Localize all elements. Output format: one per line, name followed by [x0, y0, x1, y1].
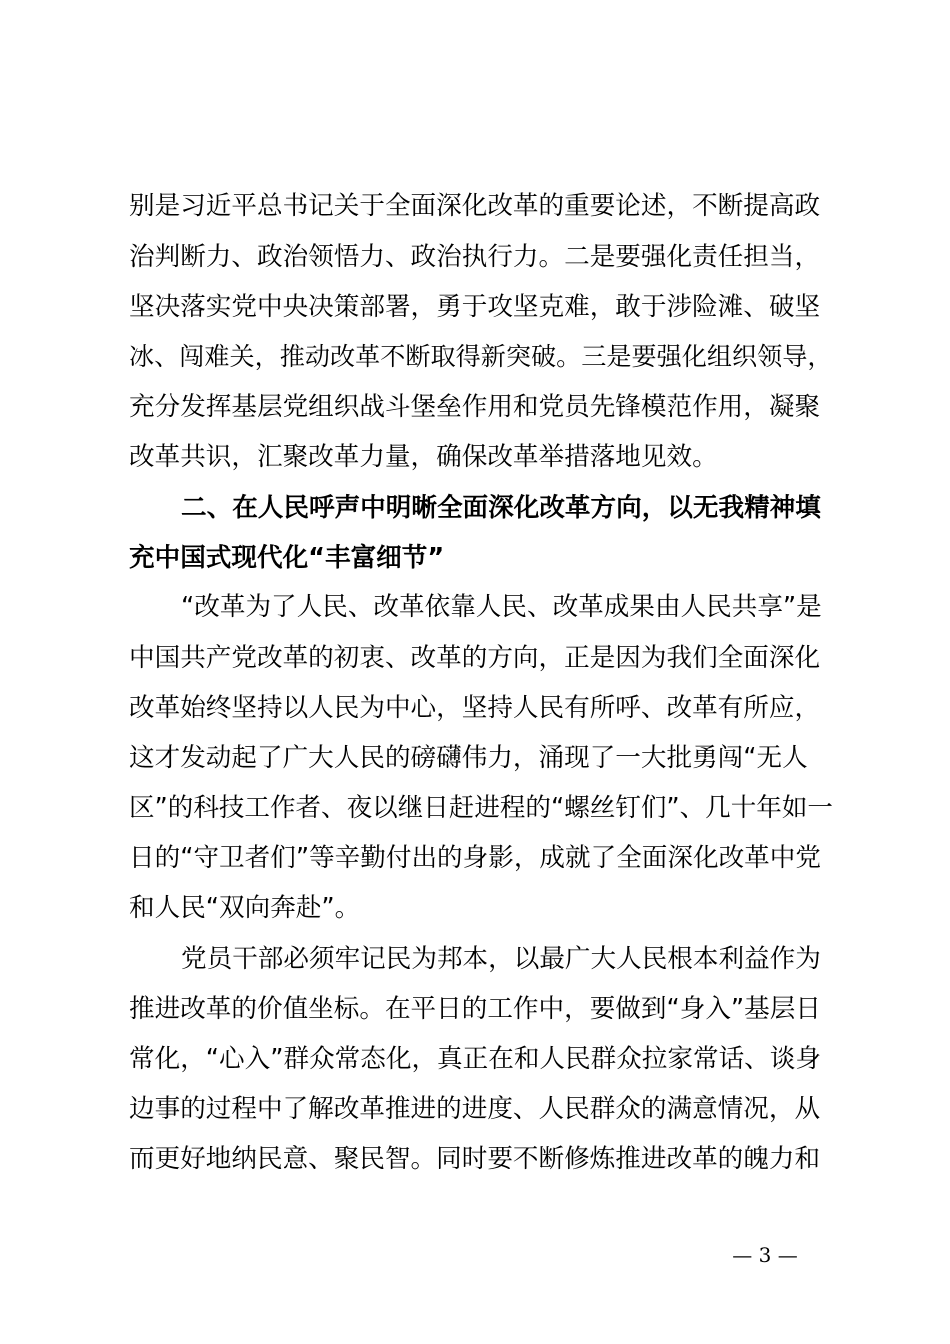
- paragraph-line: “改革为了人民、改革依靠人民、改革成果由人民共享”是: [181, 592, 822, 622]
- paragraph-line: 和人民“双向奔赴”。: [129, 893, 361, 923]
- paragraph-line: 坚决落实党中央决策部署，勇于攻坚克难，敢于涉险滩、破坚: [129, 292, 821, 322]
- section-heading-line: 二、在人民呼声中明晰全面深化改革方向，以无我精神填: [181, 493, 821, 523]
- paragraph-line: 而更好地纳民意、聚民智。同时要不断修炼推进改革的魄力和: [129, 1144, 821, 1174]
- paragraph-line: 边事的过程中了解改革推进的进度、人民群众的满意情况，从: [129, 1094, 821, 1124]
- paragraph-line: 改革始终坚持以人民为中心，坚持人民有所呼、改革有所应，: [129, 693, 821, 723]
- paragraph-line: 常化，“心入”群众常态化，真正在和人民群众拉家常话、谈身: [129, 1044, 821, 1074]
- paragraph-line: 区”的科技工作者、夜以继日赶进程的“螺丝钉们”、几十年如一: [129, 793, 833, 823]
- paragraph-line: 日的“守卫者们”等辛勤付出的身影，成就了全面深化改革中党: [129, 843, 821, 873]
- paragraph-line: 治判断力、政治领悟力、政治执行力。二是要强化责任担当，: [129, 242, 821, 272]
- paragraph-line: 党员干部必须牢记民为邦本，以最广大人民根本利益作为: [181, 944, 821, 974]
- paragraph-line: 中国共产党改革的初衷、改革的方向，正是因为我们全面深化: [129, 643, 821, 673]
- paragraph-line: 推进改革的价值坐标。在平日的工作中，要做到“身入”基层日: [129, 994, 821, 1024]
- paragraph-line: 充分发挥基层党组织战斗堡垒作用和党员先锋模范作用，凝聚: [129, 392, 821, 422]
- section-heading-line: 充中国式现代化“丰富细节”: [129, 543, 445, 573]
- page-number: — 3 —: [732, 1243, 798, 1267]
- paragraph-line: 别是习近平总书记关于全面深化改革的重要论述，不断提高政: [129, 191, 821, 221]
- paragraph-line: 冰、闯难关，推动改革不断取得新突破。三是要强化组织领导，: [129, 342, 833, 371]
- paragraph-line: 这才发动起了广大人民的磅礴伟力，涌现了一大批勇闯“无人: [129, 743, 808, 773]
- paragraph-line: 改革共识，汇聚改革力量，确保改革举措落地见效。: [129, 442, 718, 472]
